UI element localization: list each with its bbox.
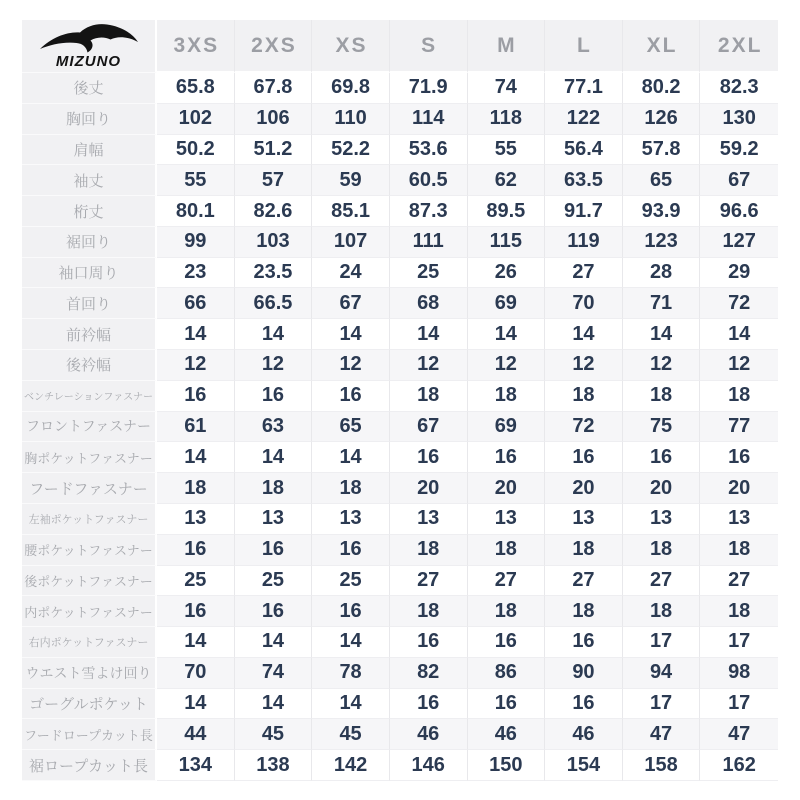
value-cell: 18 — [545, 535, 623, 566]
value-cell: 14 — [468, 319, 546, 350]
row-label: ゴーグルポケット — [22, 689, 157, 720]
value-cell: 86 — [468, 658, 546, 689]
row-label: ウエスト雪よけ回り — [22, 658, 157, 689]
row-label: 左袖ポケットファスナー — [22, 504, 157, 535]
table-row — [22, 412, 778, 443]
table-row — [22, 750, 778, 781]
value-cell: 18 — [623, 535, 701, 566]
row-label: 首回り — [22, 288, 157, 319]
row-label: 肩幅 — [22, 135, 157, 166]
value-cell: 106 — [235, 104, 313, 135]
row-label: 袖口周り — [22, 258, 157, 289]
value-cell: 99 — [157, 227, 235, 258]
value-cell: 150 — [468, 750, 546, 781]
table-row — [22, 566, 778, 597]
row-label: 桁丈 — [22, 196, 157, 227]
table-row — [22, 258, 778, 289]
value-cell: 74 — [235, 658, 313, 689]
value-cell: 27 — [545, 258, 623, 289]
value-cell: 55 — [157, 165, 235, 196]
value-cell: 12 — [390, 350, 468, 381]
value-cell: 127 — [700, 227, 778, 258]
table-row — [22, 319, 778, 350]
value-cell: 118 — [468, 104, 546, 135]
value-cell: 13 — [390, 504, 468, 535]
value-cell: 98 — [700, 658, 778, 689]
value-cell: 111 — [390, 227, 468, 258]
value-cell: 69 — [468, 288, 546, 319]
value-cell: 77.1 — [545, 73, 623, 104]
value-cell: 158 — [623, 750, 701, 781]
value-cell: 67 — [312, 288, 390, 319]
value-cell: 20 — [468, 473, 546, 504]
value-cell: 46 — [468, 719, 546, 750]
value-cell: 25 — [157, 566, 235, 597]
row-label: 裾ロープカット長 — [22, 750, 157, 781]
table-row — [22, 689, 778, 720]
value-cell: 16 — [157, 596, 235, 627]
table-row — [22, 442, 778, 473]
size-column-header-3xs: 3XS — [157, 20, 235, 73]
table-row — [22, 473, 778, 504]
value-cell: 26 — [468, 258, 546, 289]
value-cell: 16 — [157, 535, 235, 566]
table-row — [22, 288, 778, 319]
value-cell: 14 — [623, 319, 701, 350]
value-cell: 17 — [623, 689, 701, 720]
value-cell: 80.2 — [623, 73, 701, 104]
row-label: フードファスナー — [22, 473, 157, 504]
value-cell: 17 — [700, 627, 778, 658]
value-cell: 16 — [235, 596, 313, 627]
value-cell: 62 — [468, 165, 546, 196]
value-cell: 63 — [235, 412, 313, 443]
value-cell: 162 — [700, 750, 778, 781]
value-cell: 12 — [623, 350, 701, 381]
value-cell: 96.6 — [700, 196, 778, 227]
row-label: 胸回り — [22, 104, 157, 135]
value-cell: 12 — [312, 350, 390, 381]
table-row — [22, 227, 778, 258]
value-cell: 72 — [700, 288, 778, 319]
value-cell: 24 — [312, 258, 390, 289]
value-cell: 16 — [390, 689, 468, 720]
value-cell: 16 — [235, 535, 313, 566]
value-cell: 65 — [623, 165, 701, 196]
table-row — [22, 627, 778, 658]
value-cell: 13 — [468, 504, 546, 535]
size-header-row — [22, 20, 778, 73]
table-row — [22, 504, 778, 535]
value-cell: 18 — [468, 535, 546, 566]
value-cell: 16 — [700, 442, 778, 473]
value-cell: 18 — [700, 596, 778, 627]
value-cell: 14 — [157, 442, 235, 473]
value-cell: 16 — [312, 535, 390, 566]
value-cell: 12 — [157, 350, 235, 381]
value-cell: 18 — [312, 473, 390, 504]
value-cell: 14 — [235, 689, 313, 720]
value-cell: 46 — [390, 719, 468, 750]
value-cell: 53.6 — [390, 135, 468, 166]
value-cell: 16 — [390, 442, 468, 473]
value-cell: 13 — [700, 504, 778, 535]
value-cell: 68 — [390, 288, 468, 319]
row-label: ベンチレーションファスナー — [22, 381, 157, 412]
value-cell: 14 — [157, 627, 235, 658]
value-cell: 66 — [157, 288, 235, 319]
value-cell: 14 — [235, 627, 313, 658]
value-cell: 12 — [468, 350, 546, 381]
value-cell: 16 — [312, 596, 390, 627]
value-cell: 12 — [235, 350, 313, 381]
row-label: 胸ポケットファスナー — [22, 442, 157, 473]
value-cell: 122 — [545, 104, 623, 135]
table-row — [22, 165, 778, 196]
row-label: フロントファスナー — [22, 412, 157, 443]
value-cell: 20 — [623, 473, 701, 504]
value-cell: 13 — [312, 504, 390, 535]
table-row — [22, 196, 778, 227]
row-label: 後丈 — [22, 73, 157, 104]
value-cell: 13 — [545, 504, 623, 535]
value-cell: 14 — [235, 319, 313, 350]
row-label: 腰ポケットファスナー — [22, 535, 157, 566]
size-column-header-xs: XS — [312, 20, 390, 73]
value-cell: 27 — [545, 566, 623, 597]
row-label: 内ポケットファスナー — [22, 596, 157, 627]
value-cell: 45 — [235, 719, 313, 750]
value-cell: 59 — [312, 165, 390, 196]
value-cell: 14 — [312, 319, 390, 350]
value-cell: 17 — [700, 689, 778, 720]
value-cell: 52.2 — [312, 135, 390, 166]
value-cell: 16 — [468, 442, 546, 473]
value-cell: 51.2 — [235, 135, 313, 166]
size-chart-table — [22, 20, 778, 781]
value-cell: 23.5 — [235, 258, 313, 289]
value-cell: 18 — [545, 381, 623, 412]
value-cell: 20 — [545, 473, 623, 504]
value-cell: 74 — [468, 73, 546, 104]
row-label: 後衿幅 — [22, 350, 157, 381]
value-cell: 65 — [312, 412, 390, 443]
value-cell: 69 — [468, 412, 546, 443]
value-cell: 18 — [700, 535, 778, 566]
value-cell: 69.8 — [312, 73, 390, 104]
value-cell: 18 — [623, 596, 701, 627]
value-cell: 71.9 — [390, 73, 468, 104]
value-cell: 16 — [468, 627, 546, 658]
value-cell: 57 — [235, 165, 313, 196]
size-column-header-s: S — [390, 20, 468, 73]
value-cell: 14 — [312, 627, 390, 658]
value-cell: 18 — [235, 473, 313, 504]
table-row — [22, 104, 778, 135]
value-cell: 110 — [312, 104, 390, 135]
value-cell: 50.2 — [157, 135, 235, 166]
value-cell: 13 — [157, 504, 235, 535]
value-cell: 18 — [700, 381, 778, 412]
table-row — [22, 596, 778, 627]
table-row — [22, 719, 778, 750]
value-cell: 89.5 — [468, 196, 546, 227]
value-cell: 14 — [700, 319, 778, 350]
value-cell: 154 — [545, 750, 623, 781]
value-cell: 16 — [157, 381, 235, 412]
value-cell: 18 — [623, 381, 701, 412]
value-cell: 78 — [312, 658, 390, 689]
value-cell: 67 — [700, 165, 778, 196]
value-cell: 14 — [157, 689, 235, 720]
value-cell: 44 — [157, 719, 235, 750]
mizuno-runbird-icon — [38, 23, 140, 53]
value-cell: 18 — [390, 596, 468, 627]
row-label: 裾回り — [22, 227, 157, 258]
value-cell: 82 — [390, 658, 468, 689]
size-column-header-xl: XL — [623, 20, 701, 73]
value-cell: 29 — [700, 258, 778, 289]
value-cell: 18 — [468, 596, 546, 627]
value-cell: 12 — [700, 350, 778, 381]
value-cell: 87.3 — [390, 196, 468, 227]
value-cell: 67.8 — [235, 73, 313, 104]
value-cell: 45 — [312, 719, 390, 750]
size-table-body — [22, 73, 778, 781]
value-cell: 103 — [235, 227, 313, 258]
value-cell: 72 — [545, 412, 623, 443]
value-cell: 93.9 — [623, 196, 701, 227]
value-cell: 107 — [312, 227, 390, 258]
value-cell: 17 — [623, 627, 701, 658]
value-cell: 142 — [312, 750, 390, 781]
value-cell: 16 — [235, 381, 313, 412]
size-column-header-m: M — [468, 20, 546, 73]
table-row — [22, 658, 778, 689]
table-row — [22, 135, 778, 166]
value-cell: 12 — [545, 350, 623, 381]
value-cell: 16 — [623, 442, 701, 473]
mizuno-logo — [22, 20, 157, 73]
value-cell: 63.5 — [545, 165, 623, 196]
value-cell: 138 — [235, 750, 313, 781]
row-label: フードロープカット長 — [22, 719, 157, 750]
value-cell: 80.1 — [157, 196, 235, 227]
row-label: 前衿幅 — [22, 319, 157, 350]
value-cell: 130 — [700, 104, 778, 135]
value-cell: 82.3 — [700, 73, 778, 104]
value-cell: 61 — [157, 412, 235, 443]
value-cell: 20 — [390, 473, 468, 504]
value-cell: 91.7 — [545, 196, 623, 227]
value-cell: 70 — [545, 288, 623, 319]
value-cell: 16 — [545, 627, 623, 658]
value-cell: 18 — [390, 535, 468, 566]
value-cell: 126 — [623, 104, 701, 135]
value-cell: 23 — [157, 258, 235, 289]
value-cell: 123 — [623, 227, 701, 258]
row-label: 右内ポケットファスナー — [22, 627, 157, 658]
value-cell: 14 — [157, 319, 235, 350]
value-cell: 134 — [157, 750, 235, 781]
value-cell: 14 — [312, 689, 390, 720]
mizuno-wordmark: MIZUNO — [55, 53, 122, 70]
value-cell: 27 — [623, 566, 701, 597]
value-cell: 65.8 — [157, 73, 235, 104]
table-row — [22, 381, 778, 412]
value-cell: 82.6 — [235, 196, 313, 227]
row-label: 袖丈 — [22, 165, 157, 196]
value-cell: 94 — [623, 658, 701, 689]
value-cell: 46 — [545, 719, 623, 750]
table-row — [22, 535, 778, 566]
value-cell: 14 — [312, 442, 390, 473]
value-cell: 67 — [390, 412, 468, 443]
value-cell: 13 — [623, 504, 701, 535]
value-cell: 115 — [468, 227, 546, 258]
size-column-header-2xl: 2XL — [700, 20, 778, 73]
value-cell: 27 — [700, 566, 778, 597]
value-cell: 47 — [623, 719, 701, 750]
value-cell: 16 — [390, 627, 468, 658]
value-cell: 25 — [390, 258, 468, 289]
table-row — [22, 73, 778, 104]
value-cell: 114 — [390, 104, 468, 135]
value-cell: 47 — [700, 719, 778, 750]
table-row — [22, 350, 778, 381]
value-cell: 16 — [545, 442, 623, 473]
value-cell: 146 — [390, 750, 468, 781]
size-column-header-l: L — [545, 20, 623, 73]
value-cell: 14 — [235, 442, 313, 473]
value-cell: 102 — [157, 104, 235, 135]
value-cell: 18 — [157, 473, 235, 504]
value-cell: 75 — [623, 412, 701, 443]
value-cell: 25 — [235, 566, 313, 597]
value-cell: 57.8 — [623, 135, 701, 166]
value-cell: 66.5 — [235, 288, 313, 319]
value-cell: 71 — [623, 288, 701, 319]
value-cell: 18 — [468, 381, 546, 412]
value-cell: 20 — [700, 473, 778, 504]
value-cell: 16 — [312, 381, 390, 412]
value-cell: 60.5 — [390, 165, 468, 196]
value-cell: 56.4 — [545, 135, 623, 166]
value-cell: 77 — [700, 412, 778, 443]
value-cell: 90 — [545, 658, 623, 689]
value-cell: 18 — [545, 596, 623, 627]
value-cell: 119 — [545, 227, 623, 258]
value-cell: 27 — [390, 566, 468, 597]
value-cell: 14 — [545, 319, 623, 350]
value-cell: 85.1 — [312, 196, 390, 227]
value-cell: 27 — [468, 566, 546, 597]
value-cell: 25 — [312, 566, 390, 597]
value-cell: 14 — [390, 319, 468, 350]
value-cell: 59.2 — [700, 135, 778, 166]
value-cell: 16 — [545, 689, 623, 720]
value-cell: 55 — [468, 135, 546, 166]
value-cell: 28 — [623, 258, 701, 289]
value-cell: 13 — [235, 504, 313, 535]
size-column-header-2xs: 2XS — [235, 20, 313, 73]
value-cell: 70 — [157, 658, 235, 689]
value-cell: 16 — [468, 689, 546, 720]
row-label: 後ポケットファスナー — [22, 566, 157, 597]
value-cell: 18 — [390, 381, 468, 412]
